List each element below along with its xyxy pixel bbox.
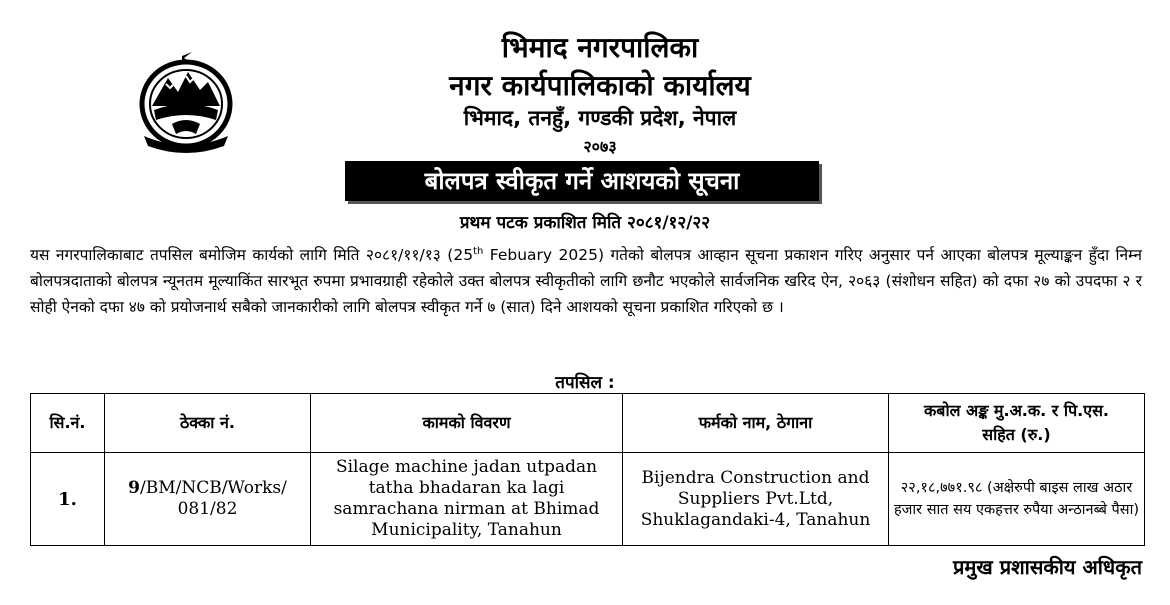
cell-work-description: Silage machine jadan utpadan tatha bhadaran ka lagi samrachana nirman at Bhimad Municipality, Tanahun — [311, 453, 623, 546]
office-name: नगर कार्यपालिकाको कार्यालय — [449, 69, 751, 102]
firm-address: Shuklagandaki-4, Tanahun — [640, 509, 871, 530]
contract-no-prefix: 9 — [128, 478, 140, 498]
publication-date: प्रथम पटक प्रकाशित मिति २०८१/१२/२२ — [459, 213, 711, 233]
header-firm: फर्मको नाम, ठेगाना — [623, 394, 889, 453]
established-year: २०७३ — [583, 137, 617, 156]
header-amount-line-2: सहित (रु.) — [982, 425, 1051, 444]
header-amount-line-1: कबोल अङ्क मु.अ.क. र पि.एस. — [924, 401, 1109, 420]
header-sn: सि.नं. — [31, 394, 105, 453]
details-table — [30, 393, 1145, 546]
paragraph-part-2: Febuary 2025) गतेको बोलपत्र आव्हान सूचना प्रकाशन गरिए अनुसार पर्न आएका बोलपत्र मूल्याङ्कन हुँदा निम्न बोलपत्रदाताको बोलपत्र न्यूनतम मूल्याकिंत सारभूत रुपमा प्रभावग्राही रहेकोले उक्त बोलपत्र स्वीकृतीको लागि छनौट भएकोले सार्वजनिक खरिद ऐन, २०६३ (संशोधन सहित) को दफा २७ को उपदफा २ र सोही ऐनको दफा ४७ को प्रयोजनार्थ सबैको जानकारीको लागि बोलपत्र स्वीकृत गर्ने ७ (सात) दिने आशयको सूचना प्रकाशित गरिएको छ । — [30, 246, 1142, 316]
cell-contract-no — [105, 453, 311, 546]
cell-firm — [623, 453, 889, 546]
contract-no-year: 081/82 — [177, 499, 238, 519]
table-header-row — [31, 394, 1145, 453]
notice-title: बोलपत्र स्वीकृत गर्ने आशयको सूचना — [345, 161, 819, 201]
header-work-description: कामको विवरण — [311, 394, 623, 453]
table-row — [31, 453, 1145, 546]
notice-paragraph — [30, 242, 1142, 320]
cell-amount: २२,१८,७७१.९८ (अक्षेरुपी बाइस लाख अठार हजार सात सय एकहत्तर रुपैया अन्ठानब्बे पैसा) — [889, 453, 1145, 546]
paragraph-part-1: यस नगरपालिकाबाट तपसिल बमोजिम कार्यको लागि मिति २०८१/११/१३ (25 — [30, 246, 474, 264]
table-heading: तपसिल : — [555, 373, 615, 393]
signatory-title: प्रमुख प्रशासकीय अधिकृत — [953, 555, 1142, 579]
contract-no-rest: /BM/NCB/Works/ — [139, 478, 287, 498]
cell-sn: 1. — [31, 453, 105, 546]
municipality-name: भिमाद नगरपालिका — [501, 31, 699, 64]
paragraph-superscript: th — [473, 245, 484, 257]
firm-name: Bijendra Construction and Suppliers Pvt.Ltd, — [641, 467, 870, 509]
header-contract-no: ठेक्का नं. — [105, 394, 311, 453]
office-address: भिमाद, तनहुँ, गण्डकी प्रदेश, नेपाल — [463, 106, 737, 130]
header-amount — [889, 394, 1145, 453]
